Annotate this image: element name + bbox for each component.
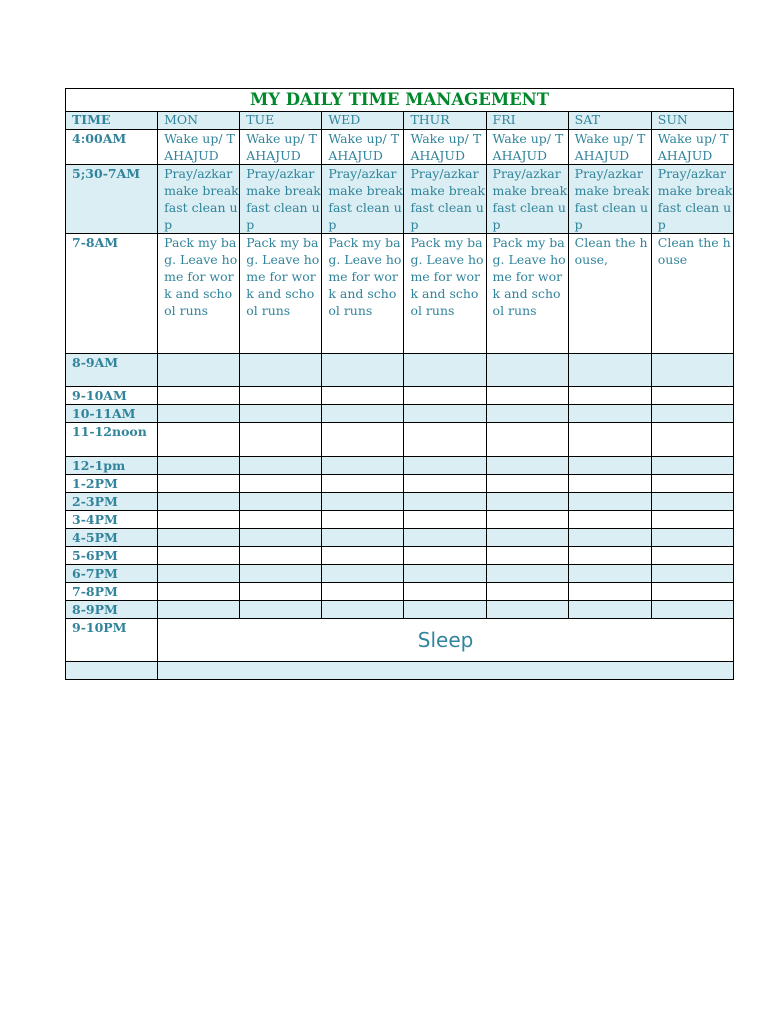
schedule-cell [486, 547, 568, 565]
schedule-cell [568, 529, 651, 547]
schedule-cell [486, 511, 568, 529]
schedule-cell [404, 583, 486, 601]
table-row [66, 529, 734, 547]
schedule-cell [651, 475, 733, 493]
time-slot-label: 8-9PM [66, 601, 158, 619]
schedule-cell [568, 511, 651, 529]
table-row-sleep [66, 619, 734, 662]
schedule-cell [322, 529, 404, 547]
schedule-cell [322, 601, 404, 619]
schedule-cell [568, 601, 651, 619]
schedule-cell [486, 493, 568, 511]
schedule-cell [568, 354, 651, 387]
schedule-cell [322, 354, 404, 387]
schedule-cell [651, 493, 733, 511]
schedule-cell: Pray/azkar make break fast clean up [404, 165, 486, 234]
time-slot-label: 9-10PM [66, 619, 158, 662]
column-header-fri: FRI [486, 112, 568, 130]
time-slot-label: 11-12noon [66, 423, 158, 457]
table-row [66, 130, 734, 165]
time-slot-label: 10-11AM [66, 405, 158, 423]
schedule-cell [568, 423, 651, 457]
schedule-cell [404, 511, 486, 529]
schedule-cell [322, 387, 404, 405]
schedule-cell: Pray/azkar make break fast clean up [158, 165, 240, 234]
time-management-table [65, 88, 734, 680]
schedule-cell [240, 457, 322, 475]
table-row [66, 165, 734, 234]
schedule-cell: Pray/azkar make break fast clean up [568, 165, 651, 234]
schedule-cell [486, 475, 568, 493]
schedule-cell [486, 601, 568, 619]
schedule-cell [651, 511, 733, 529]
table-row [66, 511, 734, 529]
schedule-cell [568, 565, 651, 583]
schedule-cell: Pray/azkar make break fast clean up [322, 165, 404, 234]
schedule-cell [240, 601, 322, 619]
schedule-cell [158, 475, 240, 493]
schedule-cell [404, 493, 486, 511]
table-row [66, 354, 734, 387]
schedule-cell [651, 529, 733, 547]
schedule-cell [651, 387, 733, 405]
column-header-sun: SUN [651, 112, 733, 130]
page-title: MY DAILY TIME MANAGEMENT [66, 89, 734, 112]
schedule-cell: Wake up/ TAHAJUD [651, 130, 733, 165]
schedule-cell: Wake up/ TAHAJUD [158, 130, 240, 165]
schedule-cell [158, 457, 240, 475]
schedule-cell [158, 493, 240, 511]
time-slot-label: 4-5PM [66, 529, 158, 547]
schedule-cell [158, 387, 240, 405]
time-slot-label: 9-10AM [66, 387, 158, 405]
schedule-cell [486, 405, 568, 423]
schedule-cell [158, 601, 240, 619]
schedule-cell [240, 529, 322, 547]
schedule-cell [486, 529, 568, 547]
schedule-cell [404, 547, 486, 565]
time-slot-label: 8-9AM [66, 354, 158, 387]
schedule-cell [322, 493, 404, 511]
schedule-cell: Wake up/ TAHAJUD [486, 130, 568, 165]
time-slot-label: 7-8PM [66, 583, 158, 601]
schedule-cell [322, 565, 404, 583]
table-row [66, 387, 734, 405]
schedule-cell [404, 423, 486, 457]
time-slot-label: 6-7PM [66, 565, 158, 583]
schedule-cell: Pack my bag. Leave home for work and school runs [404, 234, 486, 354]
time-slot-label [66, 662, 158, 680]
column-header-wed: WED [322, 112, 404, 130]
schedule-cell [158, 511, 240, 529]
schedule-cell [158, 565, 240, 583]
table-row [66, 601, 734, 619]
schedule-cell [651, 601, 733, 619]
schedule-cell [240, 511, 322, 529]
schedule-cell [322, 405, 404, 423]
schedule-cell [158, 354, 240, 387]
time-slot-label: 5;30-7AM [66, 165, 158, 234]
schedule-cell: Pray/azkar make break fast clean up [651, 165, 733, 234]
schedule-cell [651, 583, 733, 601]
schedule-cell [568, 583, 651, 601]
schedule-cell [158, 423, 240, 457]
time-slot-label: 1-2PM [66, 475, 158, 493]
schedule-cell [240, 423, 322, 457]
schedule-cell [486, 457, 568, 475]
schedule-cell [568, 387, 651, 405]
schedule-cell [240, 387, 322, 405]
schedule-cell [404, 601, 486, 619]
schedule-cell [158, 529, 240, 547]
time-slot-label: 4:00AM [66, 130, 158, 165]
schedule-cell [651, 457, 733, 475]
column-header-time: TIME [66, 112, 158, 130]
schedule-cell [158, 583, 240, 601]
time-slot-label: 7-8AM [66, 234, 158, 354]
schedule-cell [240, 583, 322, 601]
schedule-cell [651, 354, 733, 387]
schedule-cell: Clean the house, [568, 234, 651, 354]
schedule-cell [486, 354, 568, 387]
schedule-cell [158, 547, 240, 565]
schedule-cell [322, 457, 404, 475]
column-header-thur: THUR [404, 112, 486, 130]
schedule-cell: Pack my bag. Leave home for work and school runs [322, 234, 404, 354]
schedule-cell [486, 387, 568, 405]
schedule-cell [486, 423, 568, 457]
table-row-empty [66, 662, 734, 680]
schedule-cell: Pray/azkar make break fast clean up [240, 165, 322, 234]
schedule-cell [651, 405, 733, 423]
schedule-cell [240, 354, 322, 387]
time-slot-label: 5-6PM [66, 547, 158, 565]
schedule-cell: Wake up/ TAHAJUD [322, 130, 404, 165]
schedule-cell [651, 423, 733, 457]
schedule-cell [240, 547, 322, 565]
schedule-cell [322, 423, 404, 457]
table-row [66, 583, 734, 601]
time-slot-label: 12-1pm [66, 457, 158, 475]
schedule-cell [404, 529, 486, 547]
schedule-cell: Pack my bag. Leave home for work and school runs [240, 234, 322, 354]
column-header-sat: SAT [568, 112, 651, 130]
schedule-cell: Pack my bag. Leave home for work and school runs [486, 234, 568, 354]
schedule-cell [651, 565, 733, 583]
schedule-cell [568, 493, 651, 511]
time-slot-label: 3-4PM [66, 511, 158, 529]
table-row [66, 493, 734, 511]
schedule-cell [486, 565, 568, 583]
schedule-cell [240, 565, 322, 583]
schedule-cell [404, 354, 486, 387]
schedule-cell [158, 405, 240, 423]
schedule-cell [322, 547, 404, 565]
schedule-cell [568, 457, 651, 475]
schedule-cell [404, 565, 486, 583]
schedule-cell: Pray/azkar make break fast clean up [486, 165, 568, 234]
schedule-cell [404, 405, 486, 423]
sleep-cell: Sleep [158, 619, 734, 662]
schedule-cell: Clean the house [651, 234, 733, 354]
schedule-cell [240, 475, 322, 493]
schedule-cell [568, 475, 651, 493]
table-row [66, 457, 734, 475]
schedule-cell [568, 547, 651, 565]
schedule-cell [322, 511, 404, 529]
column-header-mon: MON [158, 112, 240, 130]
column-header-tue: TUE [240, 112, 322, 130]
schedule-cell: Wake up/ TAHAJUD [404, 130, 486, 165]
schedule-cell [486, 583, 568, 601]
schedule-cell [322, 583, 404, 601]
schedule-cell [322, 475, 404, 493]
schedule-cell [240, 493, 322, 511]
schedule-cell [568, 405, 651, 423]
table-row [66, 565, 734, 583]
table-row [66, 405, 734, 423]
table-row [66, 234, 734, 354]
schedule-cell [404, 475, 486, 493]
schedule-cell [404, 457, 486, 475]
time-slot-label: 2-3PM [66, 493, 158, 511]
schedule-cell: Wake up/ TAHAJUD [568, 130, 651, 165]
schedule-cell: Wake up/ TAHAJUD [240, 130, 322, 165]
schedule-cell: Pack my bag. Leave home for work and school runs [158, 234, 240, 354]
table-row [66, 475, 734, 493]
schedule-cell [240, 405, 322, 423]
schedule-cell [158, 662, 734, 680]
schedule-cell [651, 547, 733, 565]
table-row [66, 423, 734, 457]
table-row [66, 547, 734, 565]
schedule-cell [404, 387, 486, 405]
